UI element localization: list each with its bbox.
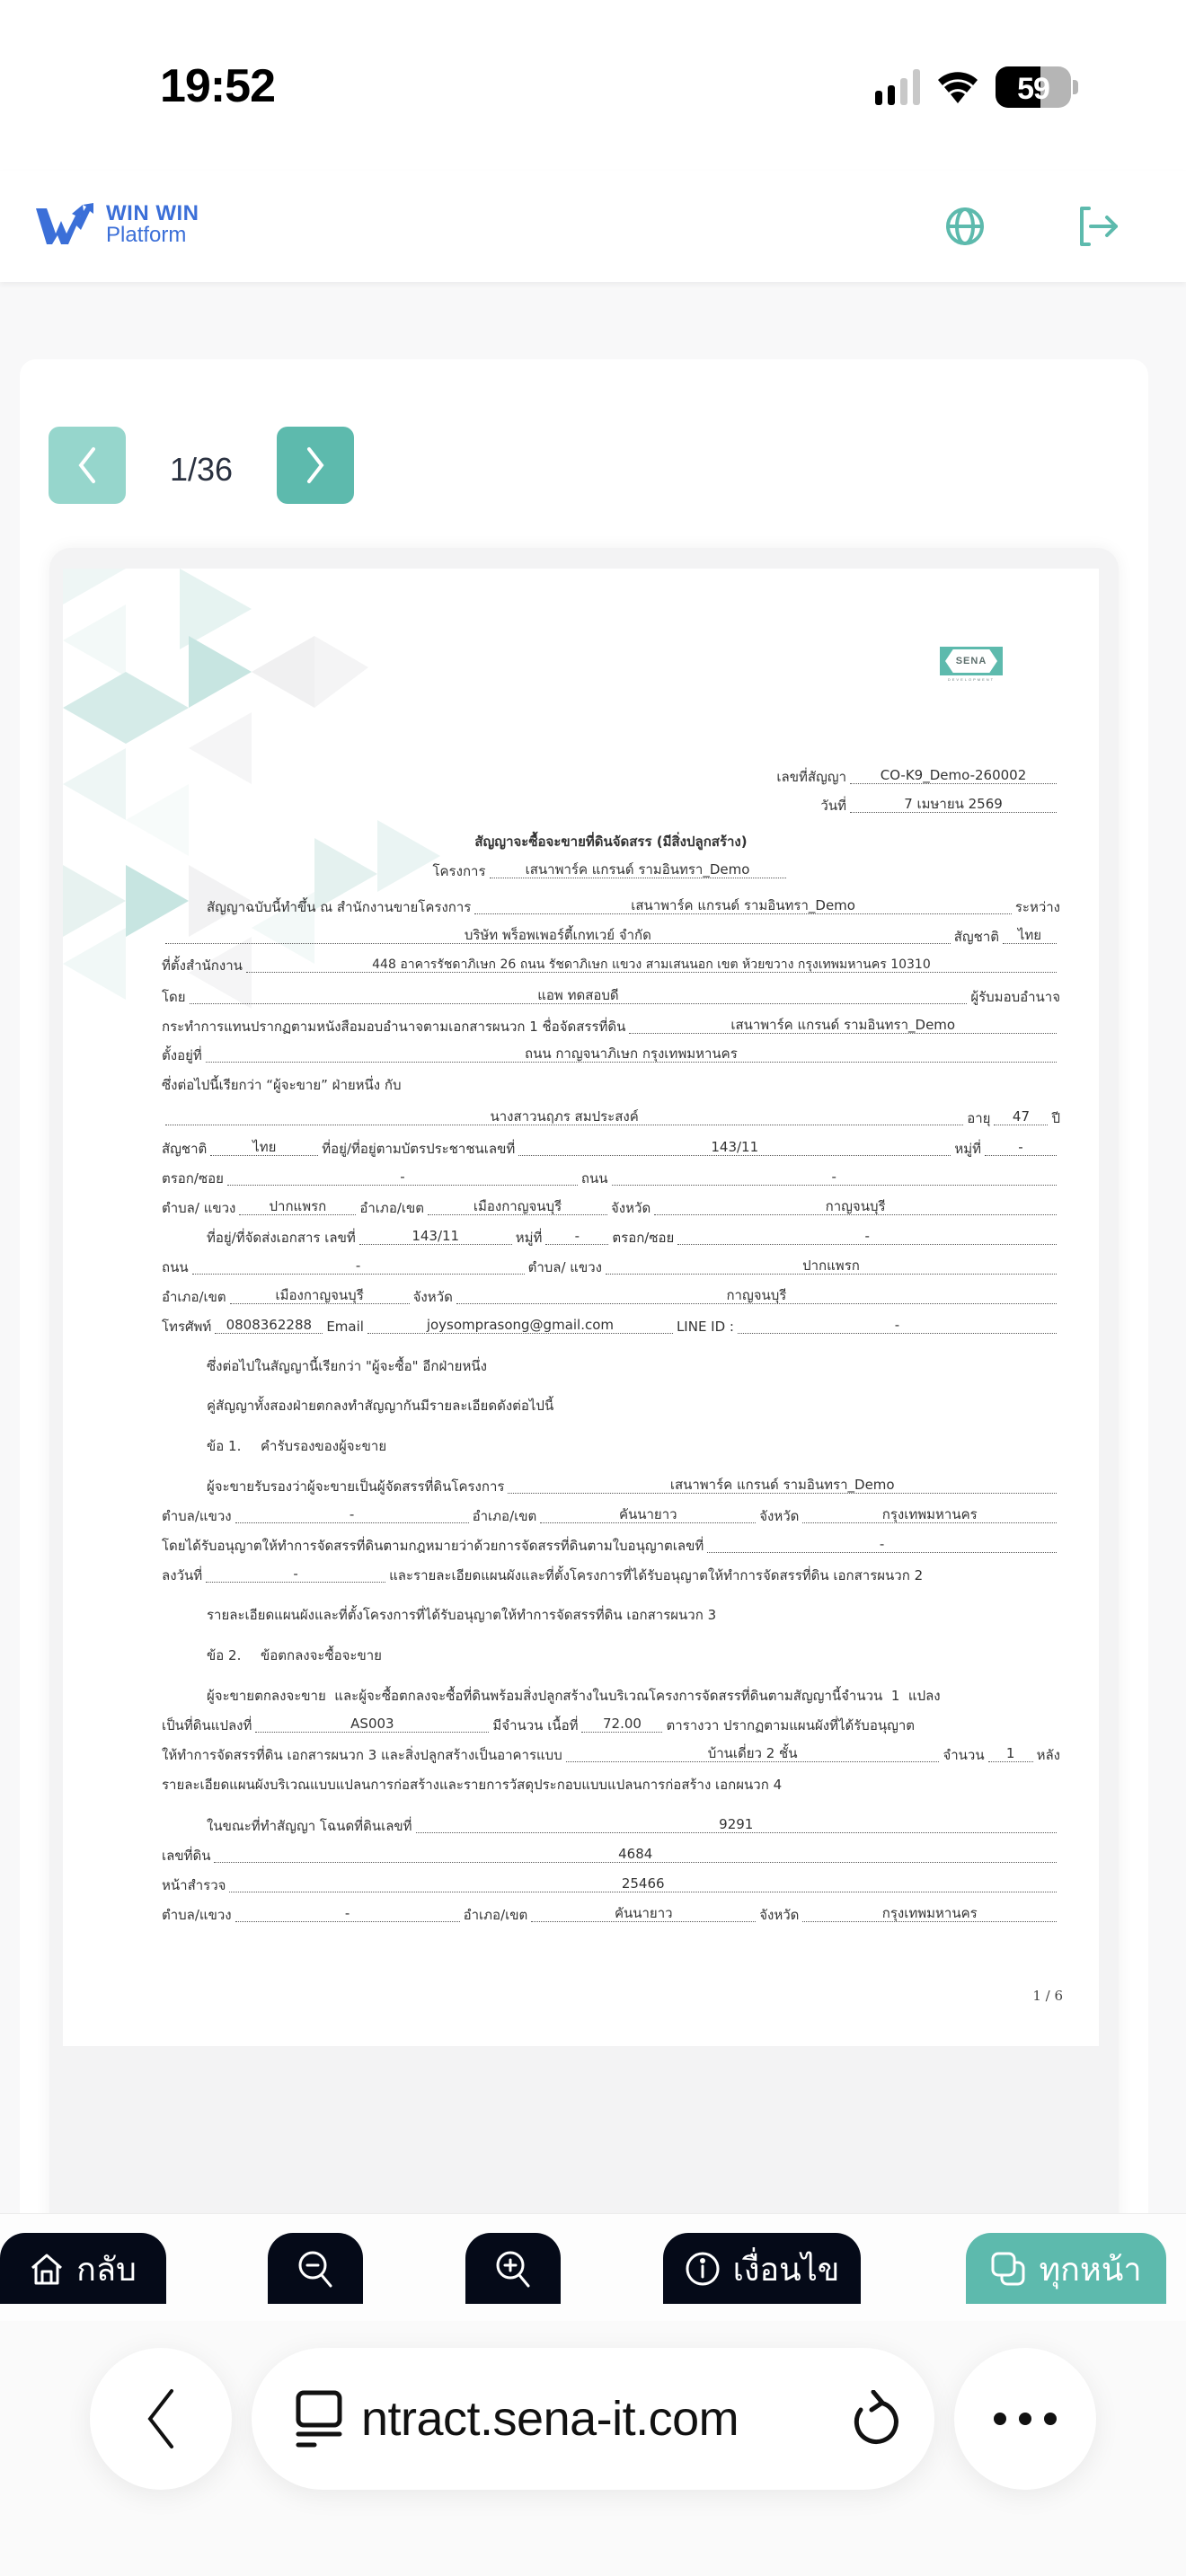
soi-label: ตรอก/ซอย <box>162 1170 224 1187</box>
acting-label: กระทำการแทนปรากฏตามหนังสือมอบอำนาจตามเอกสารผนวก 1 ชื่อจัดสรรที่ดิน <box>162 1019 626 1035</box>
id-address-no: 143/11 <box>518 1141 951 1156</box>
battery-level: 59 <box>1017 72 1049 106</box>
contract-date: 7 เมษายน 2569 <box>850 798 1057 813</box>
mail-subdistrict: ปากแพรก <box>606 1259 1057 1275</box>
mail-subdistrict-label: ตำบล/ แขวง <box>527 1259 602 1275</box>
back-label: กลับ <box>76 2250 137 2288</box>
battery-tip <box>1073 80 1078 94</box>
deed-district-label: อำเภอ/เขต <box>463 1907 528 1923</box>
toolbar-clip <box>0 2304 1186 2322</box>
status-time: 19:52 <box>160 60 275 112</box>
annex4-text: รายละเอียดแผนผังบริเวณแบบแปลนการก่อสร้างและรายการวัสดุประกอบแบบแปลนการก่อสร้าง เอกผนวก 4 <box>162 1777 783 1793</box>
reload-icon <box>848 2390 898 2448</box>
deed-subdistrict-label: ตำบล/แขวง <box>162 1907 232 1923</box>
years-label: ปี <box>1051 1110 1060 1126</box>
winwin-logo[interactable] <box>34 203 199 246</box>
district-value: เมืองกาญจนบุรี <box>428 1200 607 1215</box>
document-card <box>20 359 1148 2245</box>
status-icons <box>875 66 1078 108</box>
info-icon <box>685 2251 721 2287</box>
qty-label: จำนวน <box>943 1747 985 1763</box>
building-type: บ้านเดี่ยว 2 ชั้น <box>566 1747 940 1762</box>
conditions-label: เงื่อนไข <box>732 2250 840 2288</box>
wifi-icon <box>936 69 979 105</box>
annex3-text: รายละเอียดแผนผังและที่ตั้งโครงการที่ได้รับอนุญาตให้ทำการจัดสรรที่ดิน เอกสารผนวก 3 <box>207 1607 717 1623</box>
subdistrict-value: ปากแพรก <box>239 1200 356 1215</box>
moo-value: - <box>985 1141 1057 1156</box>
status-bar <box>0 0 1186 171</box>
browser-chrome <box>0 2321 1186 2576</box>
email-label: Email <box>326 1319 364 1335</box>
qty-value: 1 <box>988 1747 1033 1762</box>
buyer-called: ซึ่งต่อไปในสัญญานี้เรียกว่า "ผู้จะซื้อ" อีกฝ่ายหนึ่ง <box>207 1358 487 1374</box>
office-label: ที่ตั้งสำนักงาน <box>162 957 243 974</box>
road-label: ถนน <box>580 1170 608 1187</box>
c1-province: กรุงเทพมหานคร <box>802 1508 1057 1523</box>
tab-overview-icon <box>293 2389 345 2448</box>
province-value: กาญจนบุรี <box>654 1200 1057 1215</box>
soi-value: - <box>227 1170 578 1186</box>
land-no-label: เลขที่ดิน <box>162 1848 211 1864</box>
seller-nationality: ไทย <box>1003 929 1057 944</box>
line-label: LINE ID : <box>676 1319 734 1335</box>
seller-company: บริษัท พร็อพเพอร์ตี้เกทเวย์ จำกัด <box>165 929 951 944</box>
between-label: ระหว่าง <box>1014 899 1060 915</box>
chevron-right-icon <box>302 446 329 485</box>
contract-no: CO-K9_Demo-260002 <box>850 769 1057 784</box>
url-text: ntract.sena-it.com <box>361 2392 739 2446</box>
c1-province-label: จังหวัด <box>759 1508 800 1524</box>
permit-text: โดยได้รับอนุญาตให้ทำการจัดสรรที่ดินตามกฎหมายว่าด้วยการจัดสรรที่ดินตามใบอนุญาตเลขที่ <box>162 1538 704 1554</box>
mail-moo: - <box>545 1230 608 1245</box>
phone-value: 0808362288 <box>215 1319 323 1334</box>
home-icon <box>30 2252 64 2286</box>
province-label: จังหวัด <box>611 1200 651 1216</box>
buyer-age: 47 <box>994 1110 1048 1125</box>
cellular-signal-icon <box>875 69 920 105</box>
document-page <box>63 569 1099 2046</box>
intro-project: เสนาพาร์ค แกรนด์ รามอินทรา_Demo <box>474 899 1011 914</box>
seller-called: ซึ่งต่อไปนี้เรียกว่า “ผู้จะขาย” ฝ่ายหนึ่ง กับ <box>162 1077 402 1093</box>
clause2-text: ผู้จะขายตกลงจะขาย และผู้จะซื้อตกลงจะซื้อที่ดินพร้อมสิ่งปลูกสร้างในบริเวณโครงการจัดสรรที่ดินตามสัญญานี้จำนวน 1 แปลง <box>207 1688 941 1704</box>
pdf-viewer[interactable] <box>49 548 1119 2254</box>
mail-moo-label: หมู่ที่ <box>515 1230 543 1246</box>
buyer-nationality: ไทย <box>210 1141 318 1156</box>
by-label: โดย <box>162 989 186 1005</box>
zoom-out-button[interactable] <box>268 2233 363 2314</box>
phone-label: โทรศัพท์ <box>162 1319 212 1335</box>
clause1-no: ข้อ 1. <box>207 1438 242 1454</box>
clause2-no: ข้อ 2. <box>207 1647 242 1663</box>
district-label: อำเภอ/เขต <box>359 1200 425 1216</box>
address-bar[interactable] <box>252 2348 934 2490</box>
logout-icon <box>1076 206 1120 247</box>
winwin-logo-icon <box>34 203 97 246</box>
id-address-label: ที่อยู่/ที่อยู่ตามบัตรประชาชนเลขที่ <box>322 1141 516 1157</box>
document-title: สัญญาจะซื้อจะขายที่ดินจัดสรร (มีสิ่งปลูกสร้าง) <box>474 834 748 850</box>
main-content <box>0 282 1186 2213</box>
page-counter: 1/36 <box>169 451 234 488</box>
zoom-in-button[interactable] <box>465 2233 561 2314</box>
located-value: ถนน กาญจนาภิเษก กรุงเทพมหานคร <box>206 1047 1057 1063</box>
permit-date: - <box>206 1567 385 1583</box>
mail-soi-label: ตรอก/ซอย <box>612 1230 675 1246</box>
area-tail: ตารางวา ปรากฏตามแผนผังที่ได้รับอนุญาต <box>666 1717 916 1734</box>
plot-no: AS003 <box>255 1717 489 1733</box>
deed-label: ในขณะที่ทำสัญญา โฉนดที่ดินเลขที่ <box>207 1818 412 1834</box>
sena-logo-subtext: DEVELOPMENT <box>947 677 996 682</box>
permit-date-label: ลงวันที่ <box>162 1567 203 1584</box>
deed-subdistrict: - <box>235 1907 460 1922</box>
attorney-name: แอพ ทดสอบดี <box>190 989 968 1004</box>
acting-project: เสนาพาร์ค แกรนด์ รามอินทรา_Demo <box>629 1019 1057 1034</box>
date-label: วันที่ <box>820 798 846 814</box>
mail-road: - <box>192 1259 525 1275</box>
plot-label: เป็นที่ดินแปลงที่ <box>162 1717 252 1734</box>
email-value: joysomprasong@gmail.com <box>367 1319 673 1334</box>
project-label: โครงการ <box>432 863 486 879</box>
line-id: - <box>738 1319 1057 1334</box>
permit-no: - <box>707 1538 1057 1553</box>
mail-soi: - <box>677 1230 1057 1245</box>
deed-district: คันนายาว <box>531 1907 756 1922</box>
contract-no-label: เลขที่สัญญา <box>776 769 846 785</box>
located-label: ตั้งอยู่ที่ <box>162 1047 202 1063</box>
permit-tail: และรายละเอียดแผนผังและที่ตั้งโครงการที่ได้รับอนุญาตให้ทำการจัดสรรที่ดิน เอกสารผนวก 2 <box>389 1567 924 1584</box>
zoom-out-icon <box>296 2249 334 2289</box>
all-pages-label: ทุกหน้า <box>1039 2250 1142 2288</box>
conditions-button[interactable] <box>663 2233 861 2314</box>
buyer-nationality-label: สัญชาติ <box>162 1141 208 1157</box>
logo-line2: Platform <box>106 223 187 247</box>
c1-subdistrict-label: ตำบล/แขวง <box>162 1508 232 1524</box>
chevron-left-icon <box>74 446 101 485</box>
building-label: ให้ทำการจัดสรรที่ดิน เอกสารผนวก 3 และสิ่งปลูกสร้างเป็นอาคารแบบ <box>162 1747 562 1763</box>
mail-province: กาญจนบุรี <box>456 1289 1057 1304</box>
app-header <box>0 171 1186 282</box>
browser-back-button[interactable] <box>90 2348 232 2490</box>
road-value: - <box>612 1170 1057 1186</box>
globe-icon <box>944 206 986 247</box>
c1-district-label: อำเภอ/เขต <box>472 1508 537 1524</box>
intro-label: สัญญาฉบับนี้ทำขึ้น ณ สำนักงานขายโครงการ <box>207 899 472 915</box>
sena-logo-text: SENA <box>955 656 987 666</box>
office-address: 448 อาคารรัชดาภิเษก 26 ถนน รัชดาภิเษก แขวง สามเสนนอก เขต ห้วยขวาง กรุงเทพมหานคร 10310 <box>246 958 1057 973</box>
language-button[interactable] <box>940 201 990 251</box>
area-value: 72.00 <box>581 1717 662 1733</box>
mail-address-label: ที่อยู่/ที่จัดส่งเอกสาร เลขที่ <box>207 1230 356 1246</box>
pager <box>49 427 354 504</box>
clause2-title: ข้อตกลงจะซื้อจะขาย <box>261 1647 382 1663</box>
logout-button[interactable] <box>1073 201 1123 251</box>
attorney-role: ผู้รับมอบอำนาจ <box>970 989 1060 1005</box>
deed-province: กรุงเทพมหานคร <box>802 1907 1057 1922</box>
mail-province-label: จังหวัด <box>412 1289 453 1305</box>
c1-subdistrict: - <box>235 1508 469 1523</box>
mail-no: 143/11 <box>359 1230 512 1245</box>
nationality-label: สัญชาติ <box>953 929 999 945</box>
survey-label: หน้าสำรวจ <box>162 1877 226 1893</box>
back-home-button[interactable] <box>0 2233 166 2314</box>
land-no: 4684 <box>214 1848 1057 1863</box>
age-label: อายุ <box>967 1110 991 1126</box>
zoom-in-icon <box>494 2249 532 2289</box>
moo-label: หมู่ที่ <box>954 1141 981 1157</box>
c1-district: คันนายาว <box>540 1508 756 1523</box>
mail-district-label: อำเภอ/เขต <box>162 1289 226 1305</box>
clause1-project: เสนาพาร์ค แกรนด์ รามอินทรา_Demo <box>508 1478 1057 1494</box>
survey-no: 25466 <box>229 1877 1057 1892</box>
prev-page-button[interactable] <box>49 427 126 504</box>
clause1-text: ผู้จะขายรับรองว่าผู้จะขายเป็นผู้จัดสรรที่ดินโครงการ <box>207 1478 505 1495</box>
subdistrict-label: ตำบล/ แขวง <box>162 1200 236 1216</box>
area-label: มีจำนวน เนื้อที่ <box>492 1717 579 1734</box>
qty-unit: หลัง <box>1036 1747 1060 1763</box>
project-name: เสนาพาร์ค แกรนด์ รามอินทรา_Demo <box>490 863 786 878</box>
browser-more-button[interactable] <box>954 2348 1096 2490</box>
doc-page-indicator: 1 / 6 <box>1032 1988 1063 2004</box>
deed-province-label: จังหวัด <box>759 1907 800 1923</box>
chevron-left-icon <box>143 2387 179 2450</box>
next-page-button[interactable] <box>277 427 354 504</box>
battery-icon <box>996 66 1071 108</box>
copy-pages-icon <box>990 2251 1026 2287</box>
mail-road-label: ถนน <box>162 1259 189 1275</box>
sena-logo <box>939 647 1004 682</box>
logo-line1: WIN WIN <box>106 201 199 225</box>
more-dots-icon <box>989 2410 1061 2428</box>
clause1-title: คำรับรองของผู้จะขาย <box>261 1438 387 1454</box>
buyer-name: นางสาวนฤภร สมประสงค์ <box>165 1110 963 1125</box>
mail-district: เมืองกาญจนบุรี <box>230 1289 410 1304</box>
deed-no: 9291 <box>416 1818 1057 1833</box>
all-pages-button[interactable] <box>966 2233 1166 2314</box>
parties-agree: คู่สัญญาทั้งสองฝ่ายตกลงทำสัญญากันมีรายละเอียดดังต่อไปนี้ <box>207 1398 554 1414</box>
